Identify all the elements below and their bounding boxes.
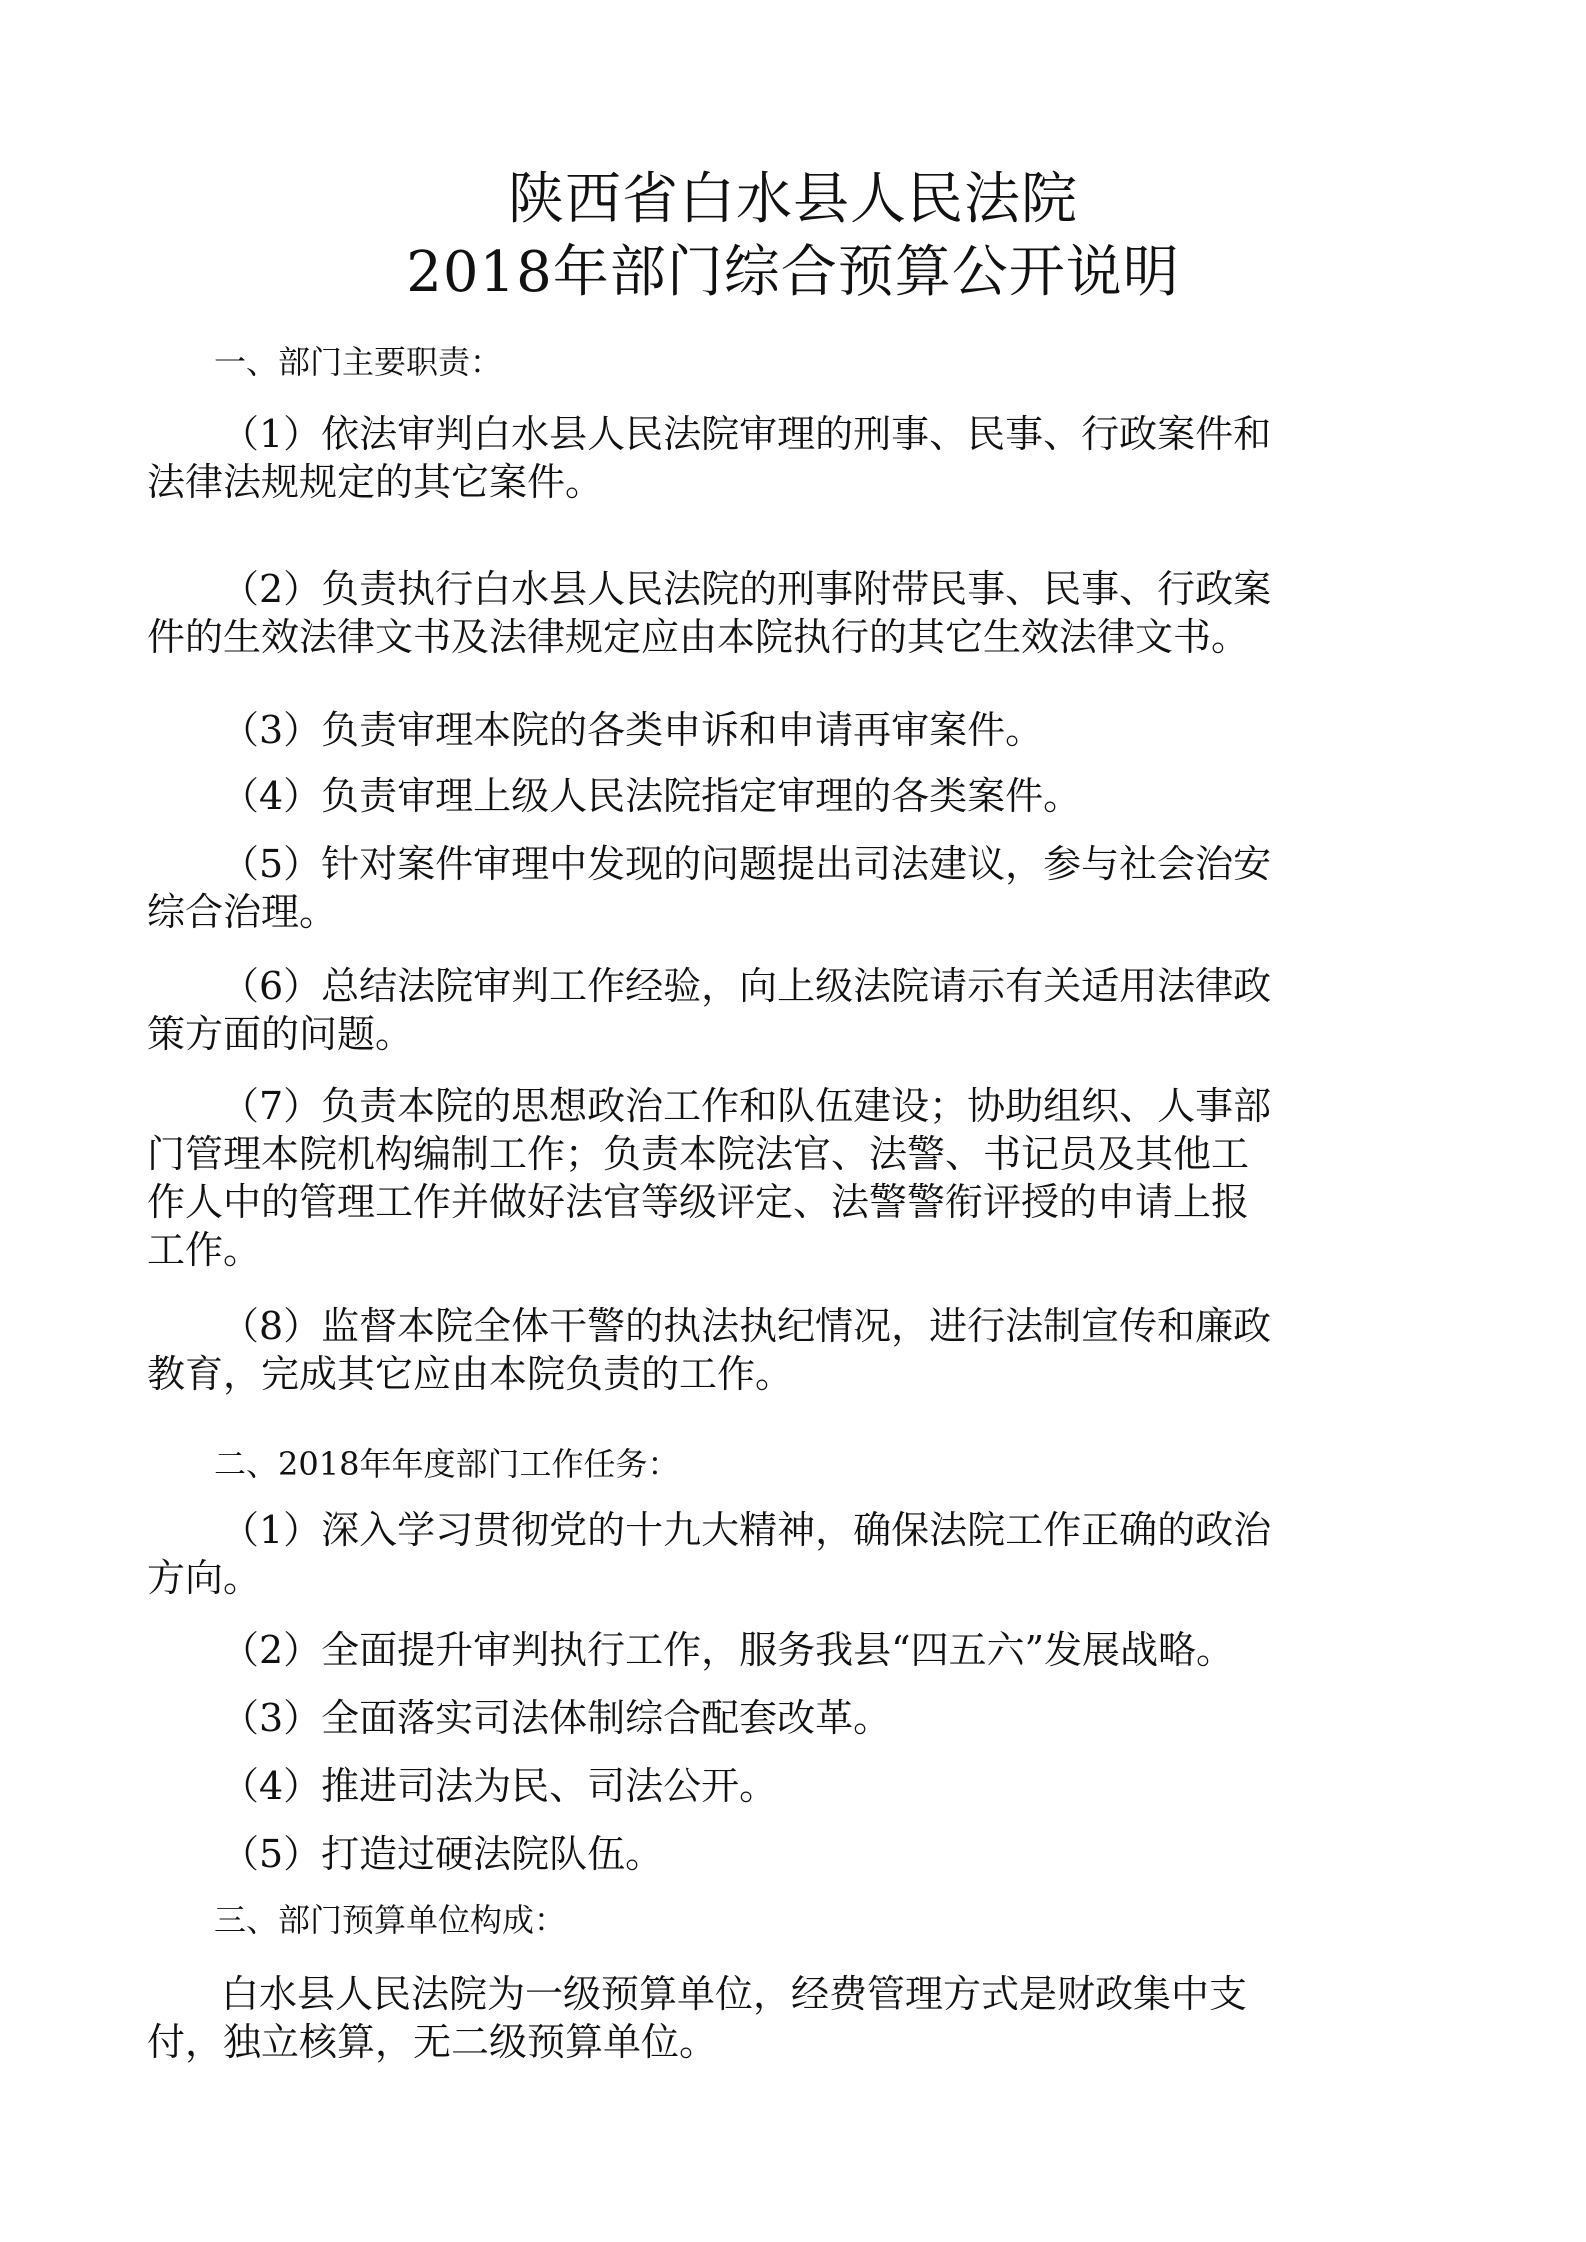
paragraph-line: 法律法规规定的其它案件。: [147, 460, 604, 504]
paragraph-line: （3）负责审理本院的各类申诉和申请再审案件。: [221, 708, 1044, 752]
paragraph-line: （4）推进司法为民、司法公开。: [221, 1764, 778, 1808]
paragraph-line: （6）总结法院审判工作经验，向上级法院请示有关适用法律政: [221, 964, 1272, 1008]
section2-item-4: [147, 1762, 1397, 1810]
paragraph-line: （4）负责审理上级人民法院指定审理的各类案件。: [221, 774, 1082, 818]
section2-item-5: [147, 1830, 1397, 1878]
paragraph-line: 作人中的管理工作并做好法官等级评定、法警警衔评授的申请上报: [147, 1180, 1250, 1224]
paragraph-line: （5）针对案件审理中发现的问题提出司法建议，参与社会治安: [221, 842, 1272, 886]
paragraph-line: （2）全面提升审判执行工作，服务我县“四五六”发展战略。: [221, 1628, 1235, 1672]
paragraph-line: 教育，完成其它应由本院负责的工作。: [147, 1352, 794, 1396]
section2-heading: 二、2018年年度部门工作任务：: [214, 1445, 680, 1483]
paragraph-line: （1）深入学习贯彻党的十九大精神，确保法院工作正确的政治: [221, 1508, 1272, 1552]
paragraph-line: （7）负责本院的思想政治工作和队伍建设；协助组织、人事部: [221, 1084, 1272, 1128]
paragraph-line: 工作。: [147, 1228, 262, 1272]
section1-item-7: [147, 1082, 1397, 1274]
section1-item-5: [147, 840, 1397, 936]
paragraph-line: （5）打造过硬法院队伍。: [221, 1832, 664, 1876]
paragraph-line: （8）监督本院全体干警的执法执纪情况，进行法制宣传和廉政: [221, 1304, 1272, 1348]
section1-heading: 一、部门主要职责：: [214, 343, 503, 381]
paragraph-line: （2）负责执行白水县人民法院的刑事附带民事、民事、行政案: [221, 567, 1272, 611]
section1-item-2: [147, 565, 1397, 661]
section2-item-2: [147, 1626, 1397, 1674]
section1-item-8: [147, 1302, 1397, 1398]
section1-item-1: [147, 410, 1397, 506]
paragraph-line: 策方面的问题。: [147, 1012, 414, 1056]
section2-item-3: [147, 1694, 1397, 1742]
paragraph-line: 门管理本院机构编制工作；负责本院法官、法警、书记员及其他工: [147, 1132, 1250, 1176]
paragraph-line: 方向。: [147, 1556, 262, 1600]
section3-item-1: [147, 1970, 1397, 2066]
section1-item-4: [147, 772, 1397, 820]
document-title-line2: 2018年部门综合预算公开说明: [406, 240, 1180, 305]
paragraph-line: 综合治理。: [147, 890, 338, 934]
section2-item-1: [147, 1506, 1397, 1602]
paragraph-line: （1）依法审判白水县人民法院审理的刑事、民事、行政案件和: [221, 412, 1272, 456]
section1-item-6: [147, 962, 1397, 1058]
document-title-line1: 陕西省白水县人民法院: [508, 167, 1078, 232]
paragraph-line: 件的生效法律文书及法律规定应由本院执行的其它生效法律文书。: [147, 615, 1250, 659]
paragraph-line: 白水县人民法院为一级预算单位，经费管理方式是财政集中支: [221, 1972, 1248, 2016]
section3-heading: 三、部门预算单位构成：: [214, 1901, 567, 1939]
paragraph-line: 付，独立核算，无二级预算单位。: [147, 2020, 718, 2064]
section1-item-3: [147, 706, 1397, 754]
paragraph-line: （3）全面落实司法体制综合配套改革。: [221, 1696, 892, 1740]
